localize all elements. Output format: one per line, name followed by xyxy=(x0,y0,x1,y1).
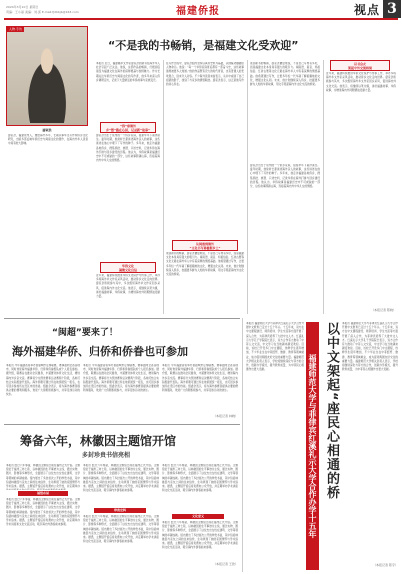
section-name: 视点 xyxy=(354,3,381,17)
column-divider xyxy=(247,60,248,314)
column-divider xyxy=(163,60,164,314)
feature-subhead-3: 从闽南到海外 “文化书写要植根乡土” xyxy=(172,240,238,251)
story4-author: （本报记者 陈宇） xyxy=(373,563,398,567)
date-line: 2024年3月10日 星期日 xyxy=(6,5,39,9)
story3-author: （本报记者 王欣） xyxy=(213,562,238,566)
portrait-figure xyxy=(17,37,78,123)
story4-col-left: 本报讯 福建师范大学与菲律宾红溪礼示大学合作开展中文教育已走过十五个年头。十五年来，双方在中文课程建设、师资培训、学生交流等方面开展了深入合作，为菲律宾培养了大批中文人才。红溪礼示大学孔子学院院长表示，双方合作有力推动了中菲人文交流，中文学习在当地越来越受欢迎。目前，该校已开设多门中文课程，选修学生逐年增加，不少毕业生在中菲经贸、旅游、教育等领域就业，成为促进两国友好交往的重要力量。福建师范大学相关负责人表示，学校将继续深化与菲方的合作，创新办学模式，提升教育质量，为中菲民心相通作出更大贡献。 xyxy=(246,322,304,372)
story2-author: （本报记者 林晓） xyxy=(213,414,238,418)
story3-col3b: 本报讯 经过六年筹备，林徽因主题馆日前在福州正式开馆。主题馆位于福州三坊七巷，以林徽因的生平事迹为主线，通过实物、图片、影像等多种形式，全面展示了这位杰出女性在建筑、文学等领域的卓越成就。馆内展出了多封首次公开的珍贵书信，其中包括林徽因与亲友之间的往来信件，生动再现了她的家国情怀与学术追求。据悉，主题馆开馆后将免费向公众开放，并定期举办学术讲座和文化交流活动，吸引海内外游客前来参观。 xyxy=(162,521,238,550)
feature-col2: 在写作过程中，廖家洪始终坚持以真实史料为基础，以细腻笔触描绘人物命运。他说：“每一个华侨家庭背后都有一部奋斗史，这些故事值得被更多人知道。”他的作品既有宏大的时代背景，也有普通人的悲欢离合，读来令人动容。不少海外读者来信表示，从书中看到了自己祖辈的影子，找到了与家乡的情感联结。廖家洪表示，这正是他写作的初心所在。 xyxy=(166,62,244,87)
section-rule xyxy=(4,424,240,425)
story2-headline: 海外福建华侨、归侨和侨眷也可参加 xyxy=(12,345,188,358)
story3-col2b: 本报讯 经过六年筹备，林徽因主题馆日前在福州正式开馆。主题馆位于福州三坊七巷，以林徽因的生平事迹为主线，通过实物、图片、影像等多种形式，全面展示了这位杰出女性在建筑、文学等领域的卓越成就。馆内展出了多封首次公开的珍贵书信，其中包括林徽因与亲友之间的往来信件，生动再现了她的家国情怀与学术追求。据悉，主题馆开馆后将免费向公众开放，并定期举办学术讲座和文化交流活动，吸引海内外游客前来参观。 xyxy=(83,515,159,544)
column-divider xyxy=(242,318,243,572)
feature-intro: 本报讯 近日，福建籍华文作家廖家洪的新书在海外华人社会引起广泛关注。他说，这部作品的畅销，归根到底是因为福建文化在海外的深厚根基与独特魅力。作为长期关注华侨历史与闽南文化的写作者，他多年来深入侨乡调研走访，记录下大量鲜活的华侨故事与家族变迁。 xyxy=(96,62,160,82)
story3-col2: 本报讯 经过六年筹备，林徽因主题馆日前在福州正式开馆。主题馆位于福州三坊七巷，以林徽因的生平事迹为主线，通过实物、图片、影像等多种形式，全面展示了这位杰出女性在建筑、文学等领域的卓越成就。馆内展出了多封首次公开的珍贵书信，其中包括林徽因与亲友之间的往来信件，生动再现了她的家国情怀与学术追求。据悉，主题馆开馆后将免费向公众开放，并定期举办学术讲座和文化交流活动，吸引海内外游客前来参观。 xyxy=(83,464,159,493)
story3-col1b: 本报讯 经过六年筹备，林徽因主题馆日前在福州正式开馆。主题馆位于福州三坊七巷，以林徽因的生平事迹为主线，通过实物、图片、影像等多种形式，全面展示了这位杰出女性在建筑、文学等领域的卓越成就。馆内展出了多封首次公开的珍贵书信，其中包括林徽因与亲友之间的往来信件，生动再现了她的家国情怀与学术追求。据悉，主题馆开馆后将免费向公众开放，并定期举办学术讲座和文化交流活动，吸引海内外游客前来参观。 xyxy=(6,498,80,527)
feature-subhead-4: 以书会友 架起中外交流桥梁 xyxy=(330,60,390,71)
story3-label-2: 珍贵史料 xyxy=(94,508,146,513)
story2-col2: 本报讯 今年福建省将举办首届城市足球联赛，赛事面向全省各地市，同时欢迎海外福建华侨、归侨和侨眷组队或个人报名参加。据介绍，联赛旨在推动全民健身，丰富群众体育文化生活，增进海内外乡亲交流。赛事将分为预选赛和总决赛两个阶段，各地可结合实际组建代表队。海外侨胞可通过所在地侨团统一报名，也可回乡参加所在设区市的选拔。组委会表示，将为海外参赛者提供必要的便利和服务，欢迎广大侨胞积极参与，共享足球运动的快乐。 xyxy=(83,364,159,393)
story4-col-right: 本报讯 福建师范大学与菲律宾红溪礼示大学合作开展中文教育已走过十五个年头。十五年来，双方在中文课程建设、师资培训、学生交流等方面开展了深入合作，为菲律宾培养了大批中文人才。红溪礼示大学孔子学院院长表示，双方合作有力推动了中菲人文交流，中文学习在当地越来越受欢迎。目前，该校已开设多门中文课程，选修学生逐年增加，不少毕业生在中菲经贸、旅游、教育等领域就业，成为促进两国友好交往的重要力量。福建师范大学相关负责人表示，学校将继续深化与菲方的合作，创新办学模式，提升教育质量，为中菲民心相通作出更大贡献。 xyxy=(342,322,398,372)
story3-label-3: 文化意义 xyxy=(172,514,224,519)
feature-col3b: 廖家洪出生于泉州的一个侨乡家庭，祖辈早年下南洋谋生。童年时期，他常听长辈讲述海外亲人的故事，这些讲述在他心中埋下了写作的种子。多年来，他走访福建各地侨乡，搜集侨批、族谱、口述史料，记录华侨在海外打拼与回乡建设的历程。他认为，华侨故事是福建历史中不可或缺的一部分，这些故事跨越山海，连接着海内外中华儿女的情感。 xyxy=(250,164,320,189)
portrait-name: 廖家洪 xyxy=(42,128,52,132)
feature-headline: “不是我的书畅销，是福建文化受欢迎” xyxy=(108,39,299,52)
feature-col3: 谈到新书的畅销，廖家洪谦虚地说，不是自己写得有多好，而是福建文化本身具有强大的吸引力。闽南语、南音、妈祖信俗、红砖古厝等文化元素在海外华人中有着深厚的情感基础。他希望通过写作，让更多年轻一代华裔了解祖籍地的文化，增强文化认同。未来，他计划继续深入侨乡，挖掘更多鲜为人知的华侨故事，用文字架起海内外文化交流的桥梁。 xyxy=(250,62,320,87)
feature-col1: 廖家洪出生于泉州的一个侨乡家庭，祖辈早年下南洋谋生。童年时期，他常听长辈讲述海外亲人的故事，这些讲述在他心中埋下了写作的种子。多年来，他走访福建各地侨乡，搜集侨批、族谱、口述史料，记录华侨在海外打拼与回乡建设的历程。他认为，华侨故事是福建历史中不可或缺的一部分，这些故事跨越山海，连接着海内外中华儿女的情感。 xyxy=(96,134,160,163)
story2-col3: 本报讯 今年福建省将举办首届城市足球联赛，赛事面向全省各地市，同时欢迎海外福建华侨、归侨和侨眷组队或个人报名参加。据介绍，联赛旨在推动全民健身，丰富群众体育文化生活，增进海内外乡亲交流。赛事将分为预选赛和总决赛两个阶段，各地可结合实际组建代表队。海外侨胞可通过所在地侨团统一报名，也可回乡参加所在设区市的选拔。组委会表示，将为海外参赛者提供必要的便利和服务，欢迎广大侨胞积极参与，共享足球运动的快乐。 xyxy=(162,364,238,393)
feature-subhead-2: 华侨文化 凝聚文化自信 xyxy=(100,262,156,273)
story2-kicker: “闽超”要来了！ xyxy=(52,328,118,338)
feature-subhead-1: “侨”牵海外 乡“愁”路在心间，记录新“故事” xyxy=(100,122,156,133)
newspaper-logo: 福建侨报 xyxy=(176,6,220,17)
story3-headline: 筹备六年，林徽因主题馆开馆 xyxy=(20,434,177,448)
story2-col1: 本报讯 今年福建省将举办首届城市足球联赛，赛事面向全省各地市，同时欢迎海外福建华侨、归侨和侨眷组队或个人报名参加。据介绍，联赛旨在推动全民健身，丰富群众体育文化生活，增进海内外乡亲交流。赛事将分为预选赛和总决赛两个阶段，各地可结合实际组建代表队。海外侨胞可通过所在地侨团统一报名，也可回乡参加所在设区市的选拔。组委会表示，将为海外参赛者提供必要的便利和服务，欢迎广大侨胞积极参与，共享足球运动的快乐。 xyxy=(6,364,80,397)
feature-col2b: 谈到新书的畅销，廖家洪谦虚地说，不是自己写得有多好，而是福建文化本身具有强大的吸引力。闽南语、南音、妈祖信俗、红砖古厝等文化元素在海外华人中有着深厚的情感基础。他希望通过写作，让更多年轻一代华裔了解祖籍地的文化，增强文化认同。未来，他计划继续深入侨乡，挖掘更多鲜为人知的华侨故事，用文字架起海内外文化交流的桥梁。 xyxy=(166,252,244,277)
story3-subhead: 多封珍贵书信亮相 xyxy=(82,452,131,459)
sidebar-tag: 人物·专访 xyxy=(9,27,22,31)
feature-author: （本报记者 陈晓） xyxy=(371,308,396,312)
feature-col1b: 近年来，福建持续推进华侨文化保护与传承工作，举办多场海外华文作家采风活动，推动侨乡文化走向世界。廖家洪积极参与其中，多次组织海外华文作家回乡采风，促进海内外文化交流。他表示，将继续以笔为媒，讲好福建故事、华侨故事，为增进海内外同胞情谊贡献力量。 xyxy=(96,274,160,299)
story4-side-title: 福建师范大学与菲律宾红溪礼示大学合作办学十五年 xyxy=(306,322,319,570)
story3-col1: 本报讯 经过六年筹备，林徽因主题馆日前在福州正式开馆。主题馆位于福州三坊七巷，以林徽因的生平事迹为主线，通过实物、图片、影像等多种形式，全面展示了这位杰出女性在建筑、文学等领域的卓越成就。馆内展出了多封首次公开的珍贵书信，其中包括林徽因与亲友之间的往来信件，生动再现了她的家国情怀与学术追求。据悉，主题馆开馆后将免费向公众开放，并定期举办 xyxy=(6,464,80,489)
portrait-photo xyxy=(6,26,88,126)
feature-col4: 近年来，福建持续推进华侨文化保护与传承工作，举办多场海外华文作家采风活动，推动侨乡文化走向世界。廖家洪积极参与其中，多次组织海外华文作家回乡采风，促进海内外文化交流。他表示，将继续以笔为媒，讲好福建故事、华侨故事，为增进海内外同胞情谊贡献力量。 xyxy=(326,72,396,92)
story4-main-title: 以中文架起“座民心相通的桥 xyxy=(324,322,339,500)
story3-label-1: 展馆布局 xyxy=(18,491,68,496)
page-number: 3 xyxy=(383,0,401,18)
column-divider xyxy=(323,60,324,314)
story3-col3: 本报讯 经过六年筹备，林徽因主题馆日前在福州正式开馆。主题馆位于福州三坊七巷，以林徽因的生平事迹为主线，通过实物、图片、影像等多种形式，全面展示了这位杰出女性在建筑、文学等领域的卓越成就。馆内展出了多封首次公开的珍贵书信，其中包括林徽因与亲友之间的往来信件，生动再现了她的家国情怀与学术追求。据悉，主题馆开馆后将免费向公众开放，并定期举办学术讲座和文化交流活动，吸引海内外游客前来参观。 xyxy=(162,464,238,493)
portrait-caption: 廖家洪，福建泉州人，旅居海外多年，长期从事华文写作和侨乡文化研究，出版多部反映华侨历史与闽南文化的著作，在海内外华人读者中具有较大影响。 xyxy=(8,134,88,146)
editor-line: 责编：王小丽 美编：刘·邱 E-mail:fjdbbjb@163.com xyxy=(6,10,79,14)
masthead-rule xyxy=(4,18,398,20)
section-rule xyxy=(4,318,240,319)
